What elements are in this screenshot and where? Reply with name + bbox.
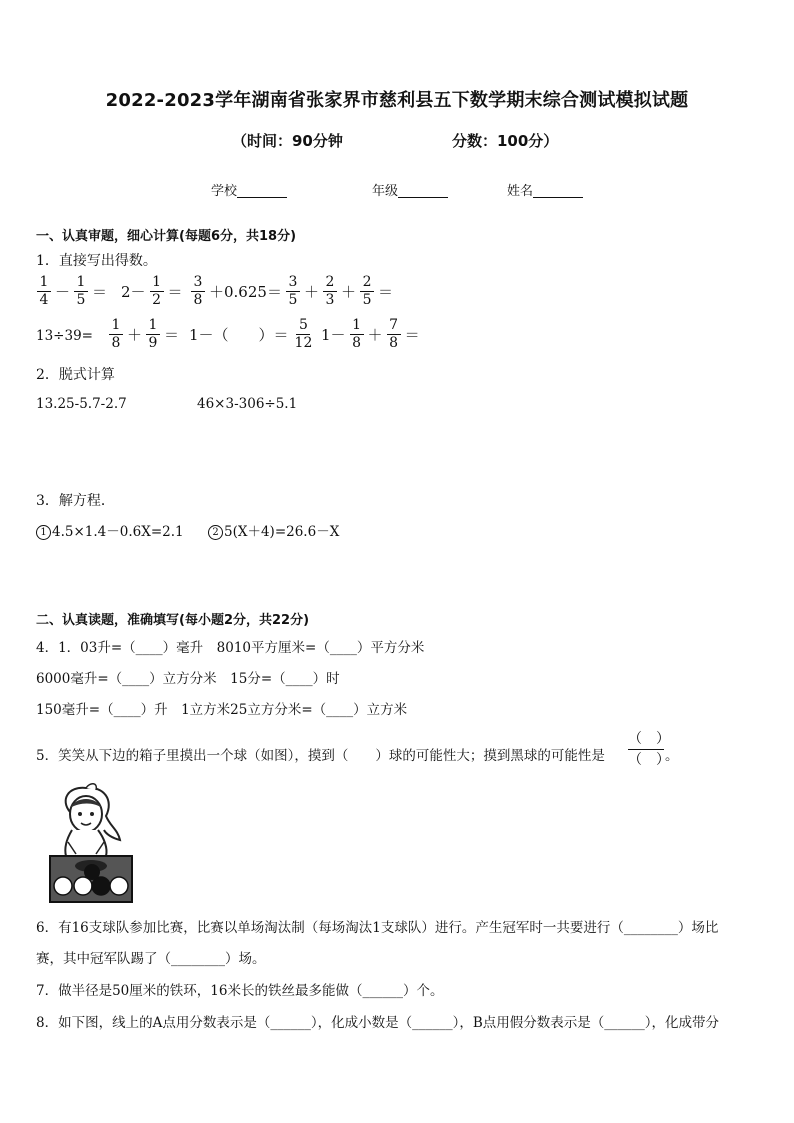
q1-label: 1．直接写出得数。 [36, 253, 157, 269]
frac-den: 5 [362, 292, 372, 308]
operator: － [55, 283, 71, 301]
grade-blank[interactable] [398, 183, 448, 198]
q5-blank-fraction[interactable] [628, 730, 670, 769]
operator: 2－ [121, 283, 146, 301]
frac-den: 2 [152, 292, 161, 308]
operator: 1－（ ）＝ [189, 326, 289, 344]
frac-den: 8 [389, 335, 399, 351]
frac-num: 1 [350, 317, 364, 335]
q1-row1-c [190, 274, 285, 309]
frac-den: 8 [352, 335, 361, 351]
frac-den: 9 [148, 335, 158, 351]
frac-den: 12 [294, 335, 313, 351]
q1-row2-c [186, 317, 315, 352]
operator: ＋ [341, 283, 357, 301]
section2-heading: 二、认真读题，准确填写(每小题2分，共22分) [36, 613, 310, 628]
q1-row1-d [285, 274, 396, 309]
name-field [507, 180, 583, 199]
equals: ＝ [167, 283, 183, 301]
equals: ＝ [164, 326, 180, 344]
school-field [211, 180, 287, 199]
q2-expr-2: 46×3-306÷5.1 [197, 396, 298, 412]
operator: ＋ [127, 326, 143, 344]
frac-num-blank: （ ） [628, 731, 670, 747]
q4-line-2: 6000毫升=（____）立方分米 15分=（____）时 [36, 671, 340, 687]
frac-num: 2 [360, 274, 374, 292]
q7-text: 7．做半径是50厘米的铁环，16米长的铁丝最多能做（______）个。 [36, 983, 444, 999]
operator: ＋0.625＝ [209, 283, 282, 301]
equals: ＝ [92, 283, 108, 301]
frac-num: 7 [387, 317, 401, 335]
frac-num: 1 [74, 274, 88, 292]
operator: 1－ [321, 326, 346, 344]
frac-num: 1 [109, 317, 123, 335]
girl-with-ball-box-illustration [46, 782, 136, 904]
equals: ＝ [378, 283, 394, 301]
name-label: 姓名 [507, 184, 534, 199]
circled-number: 2 [208, 525, 223, 540]
school-blank[interactable] [237, 183, 287, 198]
frac-den: 8 [111, 335, 121, 351]
frac-den: 4 [39, 292, 49, 308]
frac-den: 3 [325, 292, 335, 308]
frac-den: 5 [76, 292, 86, 308]
frac-num: 1 [37, 274, 51, 292]
name-blank[interactable] [533, 183, 583, 198]
grade-field [372, 180, 448, 199]
frac-num: 1 [150, 274, 164, 292]
q5-end: 。 [665, 748, 679, 764]
q2-label: 2．脱式计算 [36, 367, 115, 383]
frac-num: 3 [286, 274, 300, 292]
frac-den: 8 [193, 292, 203, 308]
q2-expr-1: 13.25-5.7-2.7 [36, 396, 127, 412]
circled-number: 1 [36, 525, 51, 540]
q6-line-1: 6．有16支球队参加比赛，比赛以单场淘汰制（每场淘汰1支球队）进行。产生冠军时一共要进行（________）场比 [36, 920, 719, 936]
q3-equation-1 [36, 520, 184, 540]
q1-row2-d [318, 317, 423, 352]
q3-equation-2 [208, 520, 339, 540]
frac-num: 1 [146, 317, 160, 335]
q1-row2-b [108, 317, 182, 352]
exam-score: 分数：100分） [452, 132, 559, 150]
operator: ＋ [304, 283, 320, 301]
equation-text: 5(X＋4)=26.6－X [224, 524, 340, 540]
q8-text: 8．如下图，线上的A点用分数表示是（______），化成小数是（______），B点用假分数表示是（______），化成带分 [36, 1015, 720, 1031]
frac-den: 5 [288, 292, 298, 308]
exam-time: （时间：90分钟 [232, 132, 343, 150]
q1-row2-a: 13÷39= [36, 328, 93, 344]
fraction-bar [628, 749, 664, 750]
frac-num: 5 [296, 317, 310, 335]
q5-text: 5．笑笑从下边的箱子里摸出一个球（如图），摸到（ ）球的可能性大；摸到黑球的可能性是 [36, 748, 605, 764]
q3-label: 3．解方程． [36, 493, 115, 509]
equation-text: 4.5×1.4－0.6X=2.1 [52, 524, 184, 540]
q4-line-1: 4．1．03升=（____）毫升 8010平方厘米=（____）平方分米 [36, 640, 425, 656]
equals: ＝ [404, 326, 420, 344]
operator: ＋ [367, 326, 383, 344]
q1-row1-a [36, 274, 110, 309]
frac-num: 3 [191, 274, 205, 292]
grade-label: 年级 [372, 184, 399, 199]
frac-num: 2 [323, 274, 337, 292]
q1-row1-b [118, 274, 186, 309]
q4-line-3: 150毫升=（____）升 1立方米25立方分米=（____）立方米 [36, 702, 408, 718]
school-label: 学校 [211, 184, 238, 199]
q6-line-2: 赛，其中冠军队踢了（________）场。 [36, 951, 266, 967]
page-title: 2022-2023学年湖南省张家界市慈利县五下数学期末综合测试模拟试题 [105, 90, 689, 111]
section1-heading: 一、认真审题，细心计算(每题6分，共18分) [36, 229, 297, 244]
frac-den-blank: （ ） [628, 752, 670, 768]
